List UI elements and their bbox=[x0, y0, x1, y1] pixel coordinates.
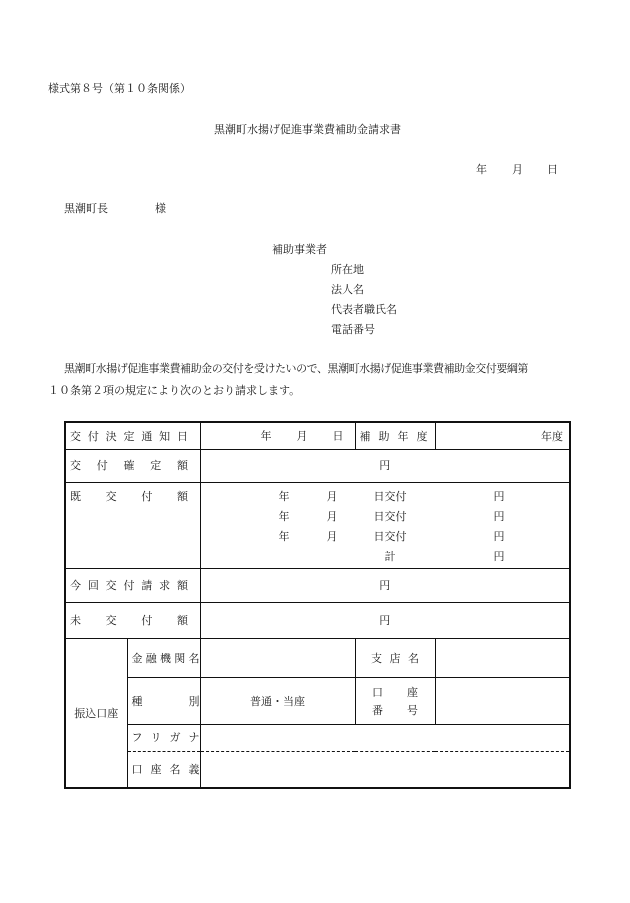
paid-year: 年 bbox=[278, 509, 290, 523]
confirmed-amount-unit: 円 bbox=[379, 459, 391, 473]
current-request-input[interactable] bbox=[200, 568, 570, 603]
bank-name-input[interactable] bbox=[200, 639, 355, 678]
account-number-label-1: 口 座 bbox=[372, 685, 418, 699]
fiscal-year-label: 補 助 年 度 bbox=[359, 429, 428, 443]
body-text-line-2: １０条第２項の規定により次のとおり請求します。 bbox=[48, 384, 301, 397]
paid-day: 日交付 bbox=[373, 509, 407, 523]
applicant-heading: 補助事業者 bbox=[272, 243, 327, 256]
current-request-unit: 円 bbox=[379, 579, 391, 593]
current-request-label-cell bbox=[65, 568, 200, 603]
date-day-label: 日 bbox=[547, 163, 558, 176]
applicant-address-label: 所在地 bbox=[331, 263, 364, 276]
paid-yen: 円 bbox=[493, 529, 505, 543]
account-holder-label-cell bbox=[127, 751, 200, 788]
account-type-select[interactable] bbox=[200, 678, 355, 725]
account-type-label-cell bbox=[127, 678, 200, 725]
paid-total-yen: 円 bbox=[493, 549, 505, 563]
table-row bbox=[65, 639, 570, 678]
decision-date-label: 交 付 決 定 通 知 日 bbox=[70, 429, 188, 443]
transfer-account-label: 振込口座 bbox=[74, 706, 119, 720]
unpaid-input[interactable] bbox=[200, 603, 570, 639]
transfer-account-label-cell bbox=[65, 639, 127, 788]
account-number-input[interactable] bbox=[435, 678, 570, 725]
body-text-line-1: 黒潮町水揚げ促進事業費補助金の交付を受けたいので、黒潮町水揚げ促進事業費補助金交付要綱第 bbox=[64, 362, 528, 375]
already-paid-label: 既 交 付 額 bbox=[70, 489, 188, 503]
applicant-phone-label: 電話番号 bbox=[331, 323, 375, 336]
date-year-label: 年 bbox=[476, 163, 487, 176]
already-paid-total-row bbox=[201, 551, 570, 563]
table-row bbox=[65, 568, 570, 603]
already-paid-input[interactable] bbox=[200, 482, 570, 568]
table-row bbox=[65, 422, 570, 450]
already-paid-row-3 bbox=[201, 531, 570, 543]
paid-month: 月 bbox=[326, 489, 338, 503]
account-holder-input[interactable] bbox=[200, 751, 570, 788]
paid-yen: 円 bbox=[493, 509, 505, 523]
decision-date-input[interactable] bbox=[200, 422, 355, 450]
request-form-table bbox=[64, 421, 571, 789]
decision-date-day: 日 bbox=[332, 429, 344, 443]
applicant-company-label: 法人名 bbox=[331, 283, 364, 296]
bank-name-label: 金 融 機 関 名 bbox=[131, 651, 200, 665]
document-title: 黒潮町水揚げ促進事業費補助金請求書 bbox=[214, 123, 401, 136]
table-row bbox=[65, 482, 570, 568]
already-paid-row-2 bbox=[201, 511, 570, 523]
unpaid-label: 未 交 付 額 bbox=[70, 614, 188, 628]
decision-date-month: 月 bbox=[296, 429, 308, 443]
already-paid-row-1 bbox=[201, 491, 570, 503]
fiscal-year-unit: 年度 bbox=[541, 429, 563, 443]
bank-name-label-cell bbox=[127, 639, 200, 678]
paid-total-label: 計 bbox=[384, 549, 396, 563]
branch-name-label: 支 店 名 bbox=[371, 651, 419, 665]
addressee-honorific: 様 bbox=[155, 202, 166, 215]
unpaid-label-cell bbox=[65, 603, 200, 639]
table-row bbox=[65, 751, 570, 788]
paid-month: 月 bbox=[326, 529, 338, 543]
confirmed-amount-label: 交 付 確 定 額 bbox=[70, 459, 188, 473]
table-row bbox=[65, 678, 570, 725]
account-holder-label: 口 座 名 義 bbox=[131, 762, 200, 776]
account-type-value: 普通・当座 bbox=[250, 694, 305, 708]
already-paid-label-cell bbox=[65, 482, 200, 568]
furigana-input[interactable] bbox=[200, 725, 570, 752]
branch-name-label-cell bbox=[355, 639, 435, 678]
unpaid-unit: 円 bbox=[379, 614, 391, 628]
paid-year: 年 bbox=[278, 529, 290, 543]
date-month-label: 月 bbox=[512, 163, 523, 176]
account-number-label-2: 番 号 bbox=[372, 703, 418, 717]
table-row bbox=[65, 725, 570, 752]
fiscal-year-input[interactable] bbox=[435, 422, 570, 450]
paid-month: 月 bbox=[326, 509, 338, 523]
applicant-representative-label: 代表者職氏名 bbox=[331, 303, 397, 316]
paid-yen: 円 bbox=[493, 489, 505, 503]
confirmed-amount-input[interactable] bbox=[200, 450, 570, 483]
account-number-label-cell bbox=[355, 678, 435, 725]
current-request-label: 今 回 交 付 請 求 額 bbox=[70, 579, 188, 593]
account-type-label: 種 別 bbox=[131, 694, 200, 708]
branch-name-input[interactable] bbox=[435, 639, 570, 678]
form-number: 様式第８号（第１０条関係） bbox=[48, 82, 191, 95]
decision-date-year: 年 bbox=[260, 429, 272, 443]
addressee-name: 黒潮町長 bbox=[64, 202, 108, 215]
paid-day: 日交付 bbox=[373, 489, 407, 503]
table-row bbox=[65, 603, 570, 639]
decision-date-label-cell bbox=[65, 422, 200, 450]
furigana-label-cell bbox=[127, 725, 200, 752]
paid-day: 日交付 bbox=[373, 529, 407, 543]
table-row bbox=[65, 450, 570, 483]
furigana-label: フ リ ガ ナ bbox=[131, 731, 200, 745]
confirmed-amount-label-cell bbox=[65, 450, 200, 483]
fiscal-year-label-cell bbox=[355, 422, 435, 450]
paid-year: 年 bbox=[278, 489, 290, 503]
